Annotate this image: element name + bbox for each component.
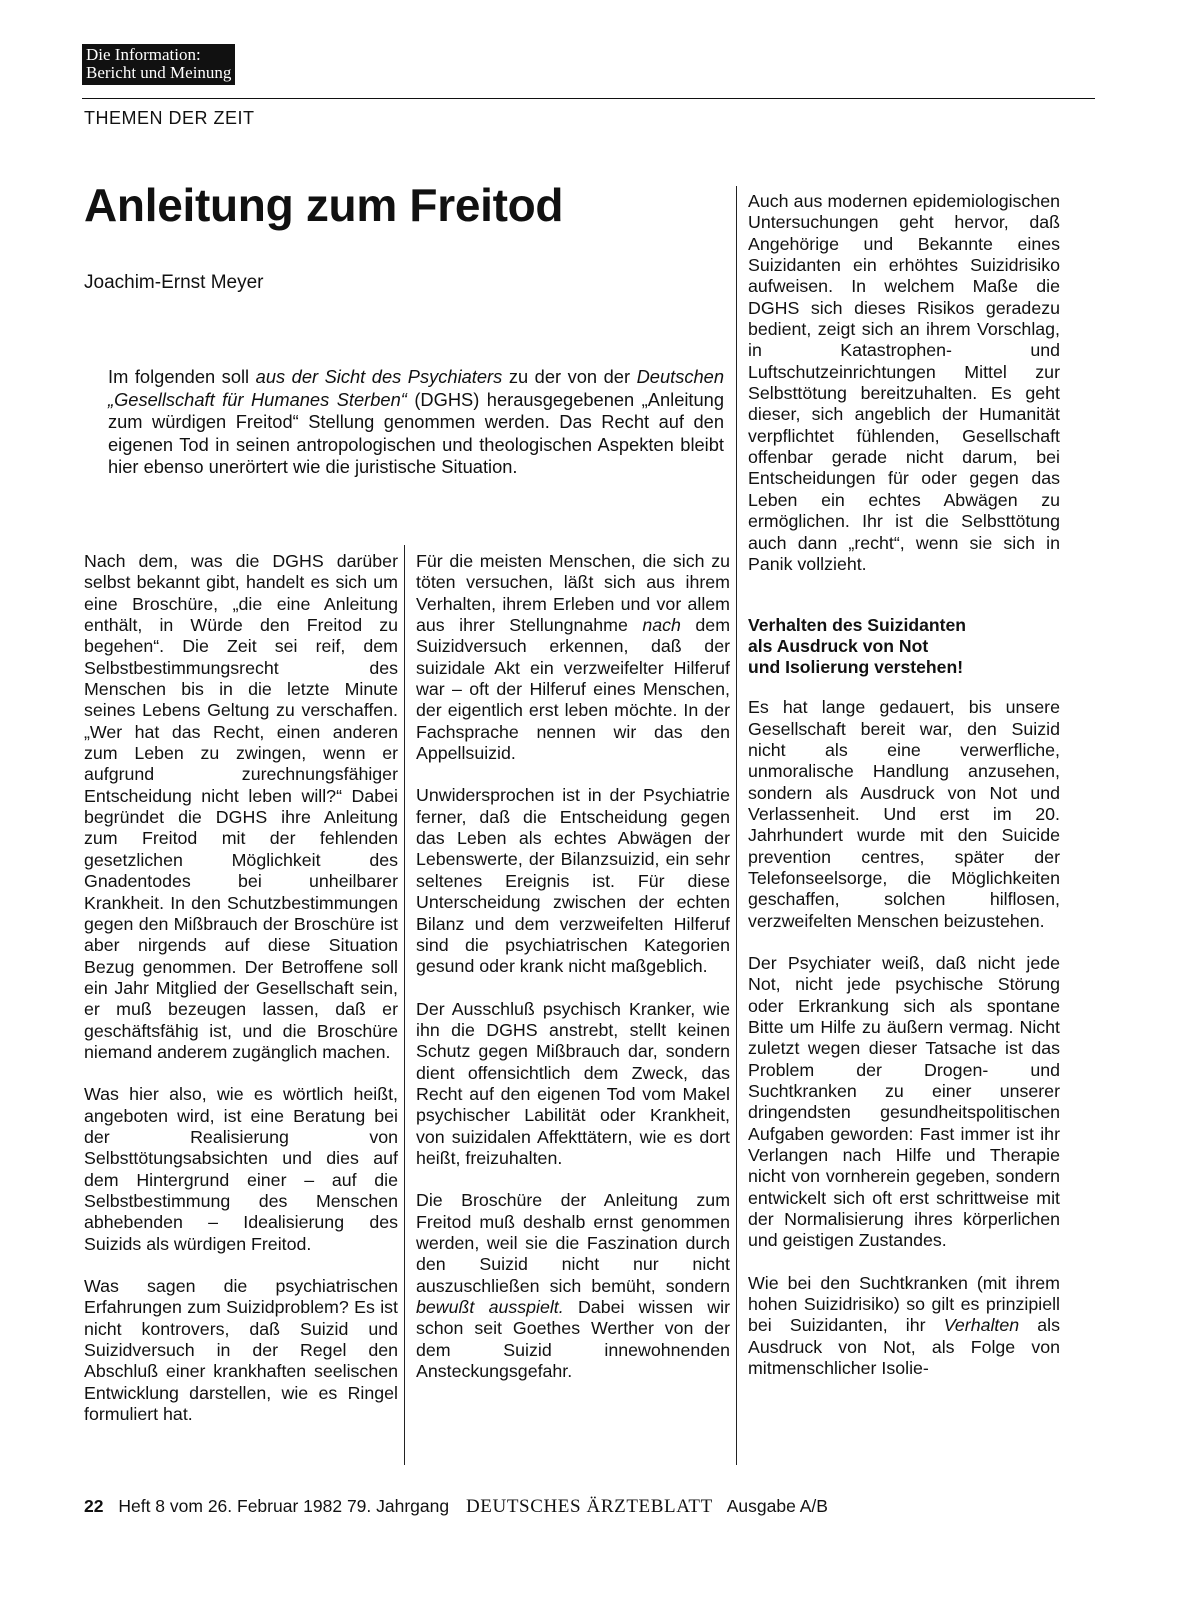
subheading: Verhalten des Suizidanten als Ausdruck von Not und Isolierung verstehen! — [748, 615, 967, 678]
issue-info: Heft 8 vom 26. Februar 1982 79. Jahrgang — [118, 1496, 450, 1516]
paragraph: Der Psychiater weiß, daß nicht jede Not, nicht jede psychische Störung oder Erkrankung sich als spontane Bitte um Hilfe zu äußern vermag. Nicht zuletzt wegen dieser Tatsache ist das Problem der Drogen- und Suchtkranken zu einer unserer dringendsten gesundheitspolitischen Aufgaben geworden: Fast immer ist ihr Verlangen nach Hilfe und Therapie nicht von vornherein gegeben, sondern entwickelt sich oft erst schrittweise mit der Normalisierung ihres körperlichen und geistigen Zustandes. — [748, 952, 1060, 1251]
edition-label: Ausgabe A/B — [726, 1496, 828, 1516]
column-2 — [416, 551, 730, 1403]
page-footer — [84, 1496, 828, 1518]
journal-masthead: DEUTSCHES ÄRZTEBLATT — [465, 1496, 713, 1517]
paragraph: Es hat lange gedauert, bis unsere Gesellschaft bereit war, den Suizid nicht als eine verwerfliche, unmoralische Handlung anzusehen, sondern als Ausdruck von Not und Verlassenheit. Und erst im 20. Jahrhundert wurde mit den Suicide prevention centres, später der Telefonseelsorge, die Möglichkeiten geschaffen, solchen hilflosen, verzweifelten Menschen beizustehen. — [748, 697, 1060, 931]
paragraph: Was hier also, wie es wörtlich heißt, angeboten wird, ist eine Beratung bei der Realisierung von Selbsttötungsabsichten und dies auf dem Hintergrund einer – auf die Selbstbestimmung des Menschen abhebenden – Idealisierung des Suizids als würdigen Freitod. — [84, 1084, 398, 1254]
paragraph: Was sagen die psychiatrischen Erfahrungen zum Suizidproblem? Es ist nicht kontrovers, daß Suizid und Suizidversuch in der Regel den Abschluß einer krankhaften seelischen Entwicklung darstellen, wie es Ringel formuliert hat. — [84, 1276, 398, 1425]
header-rule — [82, 98, 1095, 99]
rubric-line-1: Die Information: — [86, 45, 201, 64]
paragraph: Nach dem, was die DGHS darüber selbst bekannt gibt, handelt es sich um eine Broschüre, „die eine Anleitung enthält, in Würde den Freitod zu begehen“. Die Zeit sei reif, dem Selbstbestimmungsrecht des Menschen bis in die letzte Minute seines Lebens Geltung zu verschaffen. „Wer hat das Recht, einen anderen zum Leben zu zwingen, wenn er aufgrund zurechnungsfähiger Entscheidung nicht leben will?“ Dabei begründet die DGHS ihre Anleitung zum Freitod mit der fehlenden gesetzlichen Möglichkeit des Gnadentodes bei unheilbarer Krankheit. In den Schutzbestimmungen gegen den Mißbrauch der Broschüre ist aber nirgends auf diese Situation Bezug genommen. Der Betroffene soll ein Jahr Mitglied der Gesellschaft sein, er muß bezeugen lassen, daß er geschäftsfähig ist, und die Broschüre niemand anderem zugänglich machen. — [84, 551, 398, 1062]
paragraph: Auch aus modernen epidemiologischen Untersuchungen geht hervor, daß Angehörige und Bekannte eines Suizidanten ein erhöhtes Suizidrisiko aufweisen. In welchem Maße die DGHS sich dieses Risikos geradezu bedient, zeigt sich an ihrem Vorschlag, in Katastrophen- und Luftschutzeinrichtungen Mittel zur Selbsttötung bereitzuhalten. Es geht dieser, sich angeblich der Humanität verpflichtet fühlenden, Gesellschaft offenbar gerade nicht darum, bei Entscheidungen für oder gegen das Leben ein echtes Abwägen zu ermöglichen. Ihr ist die Selbsttötung auch dann „recht“, wenn sie sich in Panik vollzieht. — [748, 191, 1060, 574]
section-label: THEMEN DER ZEIT — [84, 108, 255, 128]
paragraph: Wie bei den Suchtkranken (mit ihrem hohen Suizidrisiko) so gilt es prinzipiell bei Suizidanten, ihr Verhalten als Ausdruck von Not, als Folge von mitmenschlicher Isolie- — [748, 1272, 1060, 1379]
article-title: Anleitung zum Freitod — [84, 179, 564, 231]
paragraph: Unwidersprochen ist in der Psychiatrie ferner, daß die Entscheidung gegen das Leben als echtes Abwägen der Lebenswerte, der Bilanzsuizid, ein sehr seltenes Ereignis ist. Für diese Unterscheidung zwischen der echten Bilanz und dem verzweifelten Hilferuf sind die psychiatrischen Kategorien gesund oder krank nicht maßgeblich. — [416, 785, 730, 977]
article-author: Joachim-Ernst Meyer — [84, 272, 264, 293]
column-1 — [84, 551, 398, 1446]
paragraph: Die Broschüre der Anleitung zum Freitod muß deshalb ernst genommen werden, weil sie die Faszination durch den Suizid nicht nur nicht auszuschließen sich bemüht, sondern bewußt ausspielt. Dabei wissen wir schon seit Goethes Werther von der dem Suizid innewohnenden Ansteckungsgefahr. — [416, 1190, 731, 1382]
column-divider — [404, 545, 405, 1465]
page-number: 22 — [84, 1496, 104, 1516]
rubric-line-2: Bericht und Meinung — [86, 63, 232, 82]
column-3 — [748, 191, 1060, 1401]
article-intro: Im folgenden soll aus der Sicht des Psychiaters zu der von der Deutschen „Gesellschaft für Humanes Sterben“ (DGHS) herausgegebenen „Anleitung zum würdigen Freitod“ Stellung genommen werden. Das Recht auf den eigenen Tod in seinen antropologischen und theologischen Aspekten bleibt hier ebenso unerörtert wie die juristische Situation. — [108, 366, 724, 478]
paragraph: Für die meisten Menschen, die sich zu töten versuchen, läßt sich aus ihrem Verhalten, ihrem Erleben und vor allem aus ihrer Stellungnahme nach dem Suizidversuch erkennen, daß der suizidale Akt ein verzweifelter Hilferuf war – oft der Hilferuf eines Menschen, der eigentlich erst leben möchte. In der Fachsprache nennen wir das den Appellsuizid. — [416, 551, 731, 764]
column-divider — [736, 186, 737, 1465]
rubric-box — [82, 44, 235, 85]
paragraph: Der Ausschluß psychisch Kranker, wie ihn die DGHS anstrebt, stellt keinen Schutz gegen Mißbrauch dar, sondern dient offensichtlich dem Zweck, das Recht auf den eigenen Tod vom Makel psychischer Labilität oder Krankheit, von suizidalen Affekttätern, wie es dort heißt, freizuhalten. — [416, 998, 730, 1168]
